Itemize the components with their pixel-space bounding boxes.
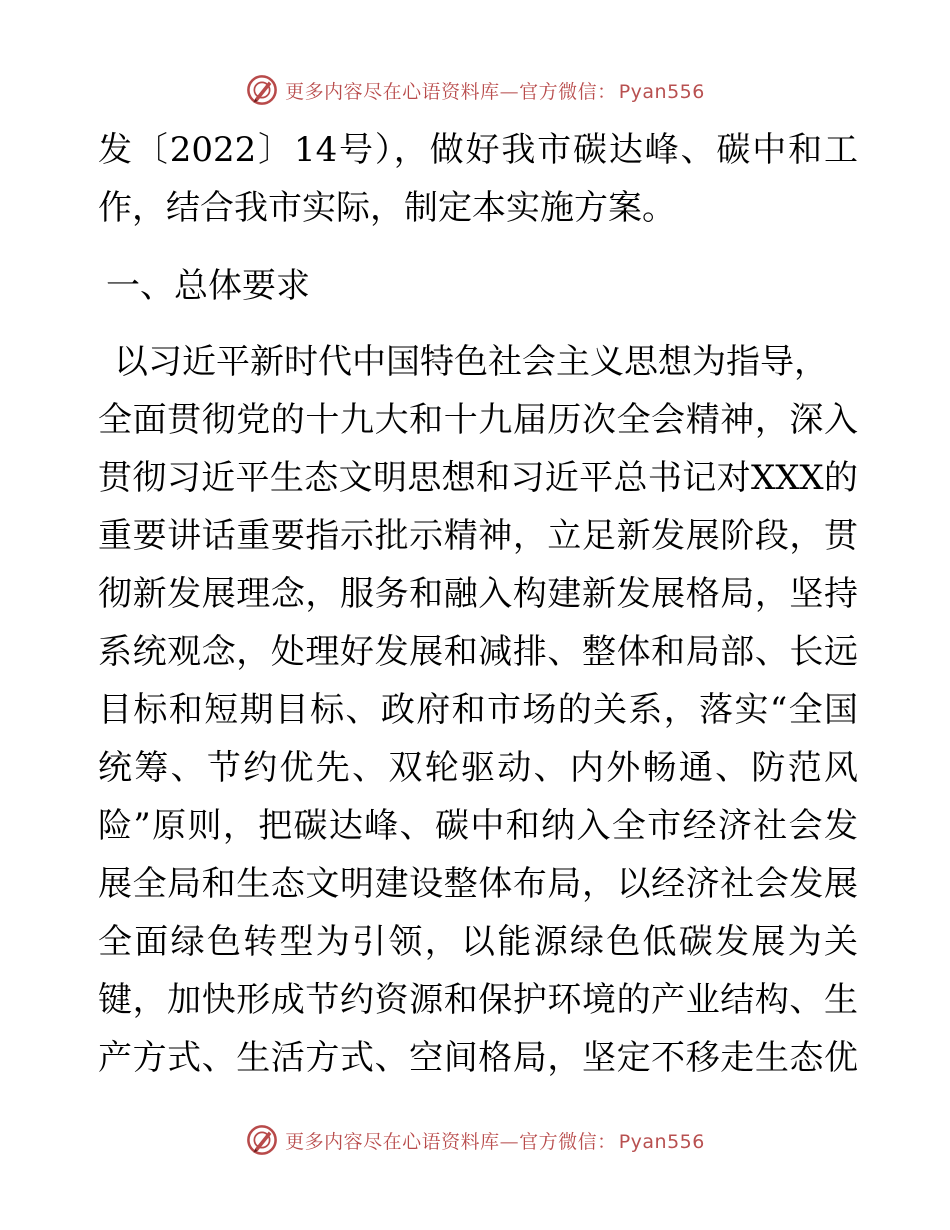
watermark-text: 更多内容尽在心语资料库—官方微信： Pyan556 [285,80,705,103]
text-line: 重要讲话重要指示批示精神，立足新发展阶段，贯 [98,516,858,556]
text-line: 以习近平新时代中国特色社会主义思想为指导， [114,342,828,382]
document-body [98,121,858,1087]
section-heading: 一、总体要求 [106,266,310,306]
text-line: 贯彻习近平生态文明思想和习近平总书记对XXX的 [98,458,858,498]
text-line: 展全局和生态文明建设整体布局，以经济社会发展 [98,864,858,904]
text-line: 键，加快形成节约资源和保护环境的产业结构、生 [98,980,858,1020]
watermark-text: 更多内容尽在心语资料库—官方微信： Pyan556 [285,1130,705,1153]
text-line: 全面贯彻党的十九大和十九届历次全会精神，深入 [98,400,858,440]
text-line: 险”原则，把碳达峰、碳中和纳入全市经济社会发 [98,806,858,846]
pen-logo-icon [245,1123,279,1157]
text-line: 目标和短期目标、政府和市场的关系，落实“全国 [98,690,858,730]
header-watermark [0,70,950,110]
text-line: 产方式、生活方式、空间格局，坚定不移走生态优 [98,1038,858,1078]
footer-watermark [0,1120,950,1160]
text-line: 发〔2022〕14号），做好我市碳达峰、碳中和工 [98,130,858,170]
text-line: 全面绿色转型为引领，以能源绿色低碳发展为关 [98,922,858,962]
text-line: 系统观念，处理好发展和减排、整体和局部、长远 [98,632,858,672]
pen-logo-icon [245,73,279,107]
text-line: 彻新发展理念，服务和融入构建新发展格局，坚持 [98,574,858,614]
text-line: 作，结合我市实际，制定本实施方案。 [98,188,676,228]
text-line: 统筹、节约优先、双轮驱动、内外畅通、防范风 [98,748,858,788]
